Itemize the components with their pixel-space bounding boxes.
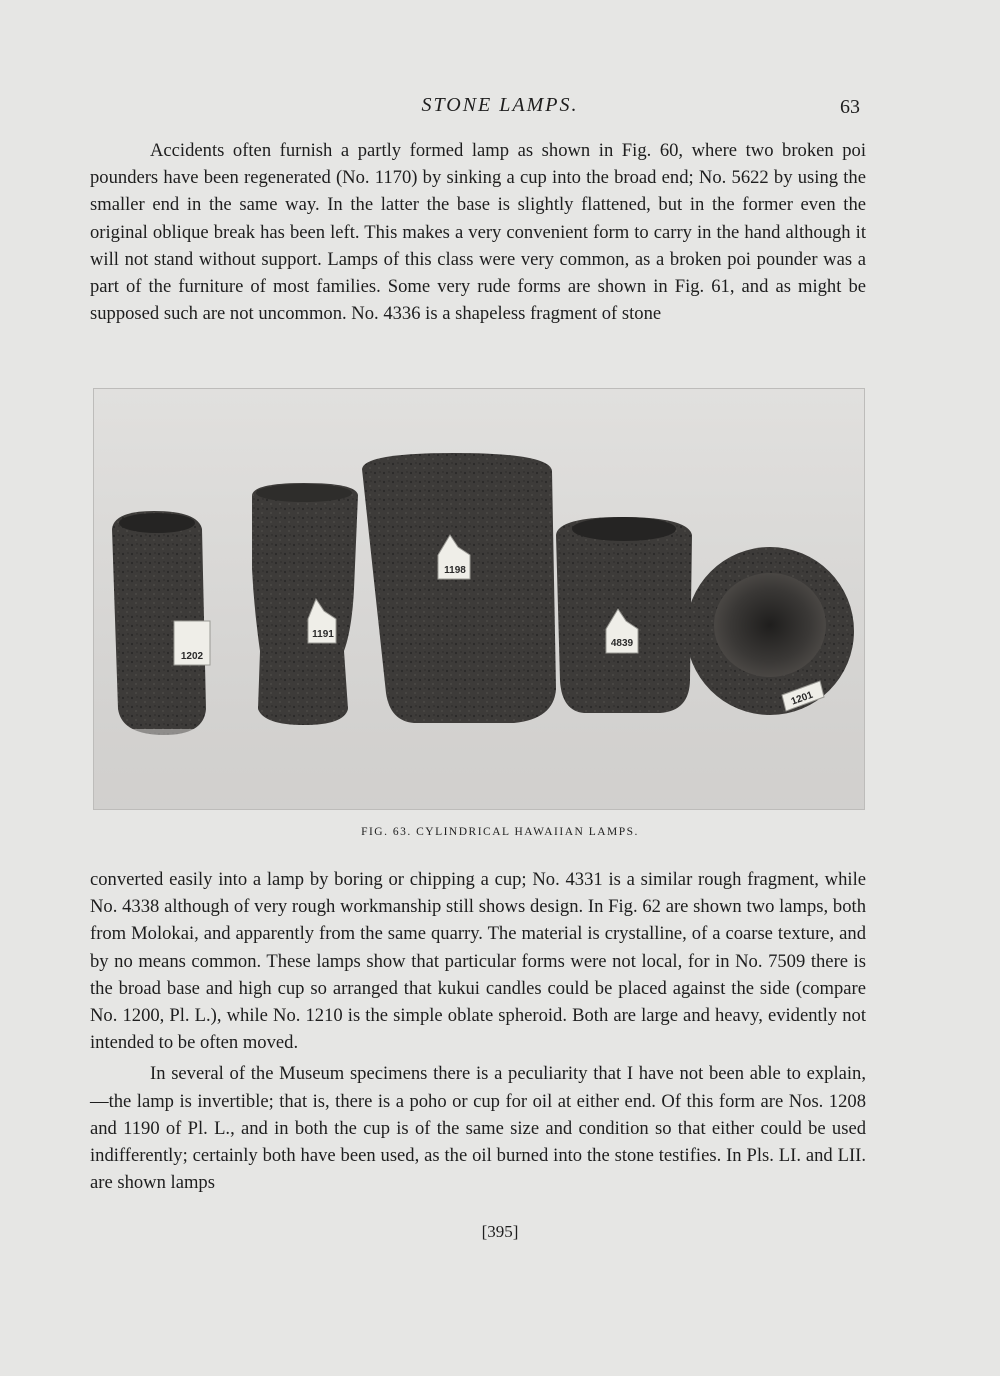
tag-label: 1202 [180, 651, 204, 662]
figure-caption: FIG. 63. CYLINDRICAL HAWAIIAN LAMPS. [361, 826, 639, 838]
tag-label: 1198 [444, 565, 466, 576]
paragraph: Accidents often furnish a partly formed lamp as shown in Fig. 60, where two broken poi pounders have been regenerated (No. 1170) by sinking a cup into the broad end; No. 5622 by using the smaller end in the same way. In the latter the base is slightly flattened, but in the former even the original oblique break has been left. This makes a very convenient form to carry in the hand although it will not stand without support. Lamps of this class were very common, as a broken poi pounder was a part of the furniture of most families. Some very rude forms are shown in Fig. 61, and as might be supposed such are not uncommon. No. 4336 is a shapeless fragment of stone [90, 140, 866, 325]
body-text-top [90, 137, 866, 327]
lamps-photo-illustration [94, 389, 864, 809]
lamp-1198 [362, 453, 556, 723]
tag-label: 4839 [610, 638, 634, 649]
lamp-1191 [252, 483, 358, 725]
tag-label: 1201 [789, 689, 815, 708]
lamp-4839 [556, 517, 692, 713]
running-head [0, 94, 1000, 122]
figure-photograph [93, 388, 865, 810]
tag-label: 1191 [312, 629, 334, 640]
paragraph: In several of the Museum specimens there is a peculiarity that I have not been able to explain,—the lamp is invertible; that is, there is a poho or cup for oil at either end. Of this form are Nos. 1208 and 1190 of Pl. L., and in both the cup is of the same size and condition so that either could be used indifferently; certainly both have been used, as the oil burned into the stone testifies. In Pls. LI. and LII. are shown lamps [90, 1063, 866, 1194]
page-number: 63 [840, 96, 860, 118]
paragraph: converted easily into a lamp by boring or chipping a cup; No. 4331 is a similar rough fragment, while No. 4338 although of very rough workmanship still shows design. In Fig. 62 are shown two lamps, both from Molokai, and apparently from the same quarry. The material is crystalline, of a coarse texture, and by no means common. These lamps show that particular forms were not local, for in No. 7509 there is the broad base and high cup so arranged that kukui candles could be placed against the side (compare No. 1200, Pl. L.), while No. 1210 is the simple oblate spheroid. Both are large and heavy, evidently not intended to be often moved. [90, 869, 866, 1054]
running-title: STONE LAMPS. [421, 94, 579, 116]
folio: [395] [481, 1222, 519, 1241]
lamp-1202 [112, 511, 210, 735]
lamp-1201 [686, 547, 854, 715]
body-text-bottom [90, 866, 866, 1196]
